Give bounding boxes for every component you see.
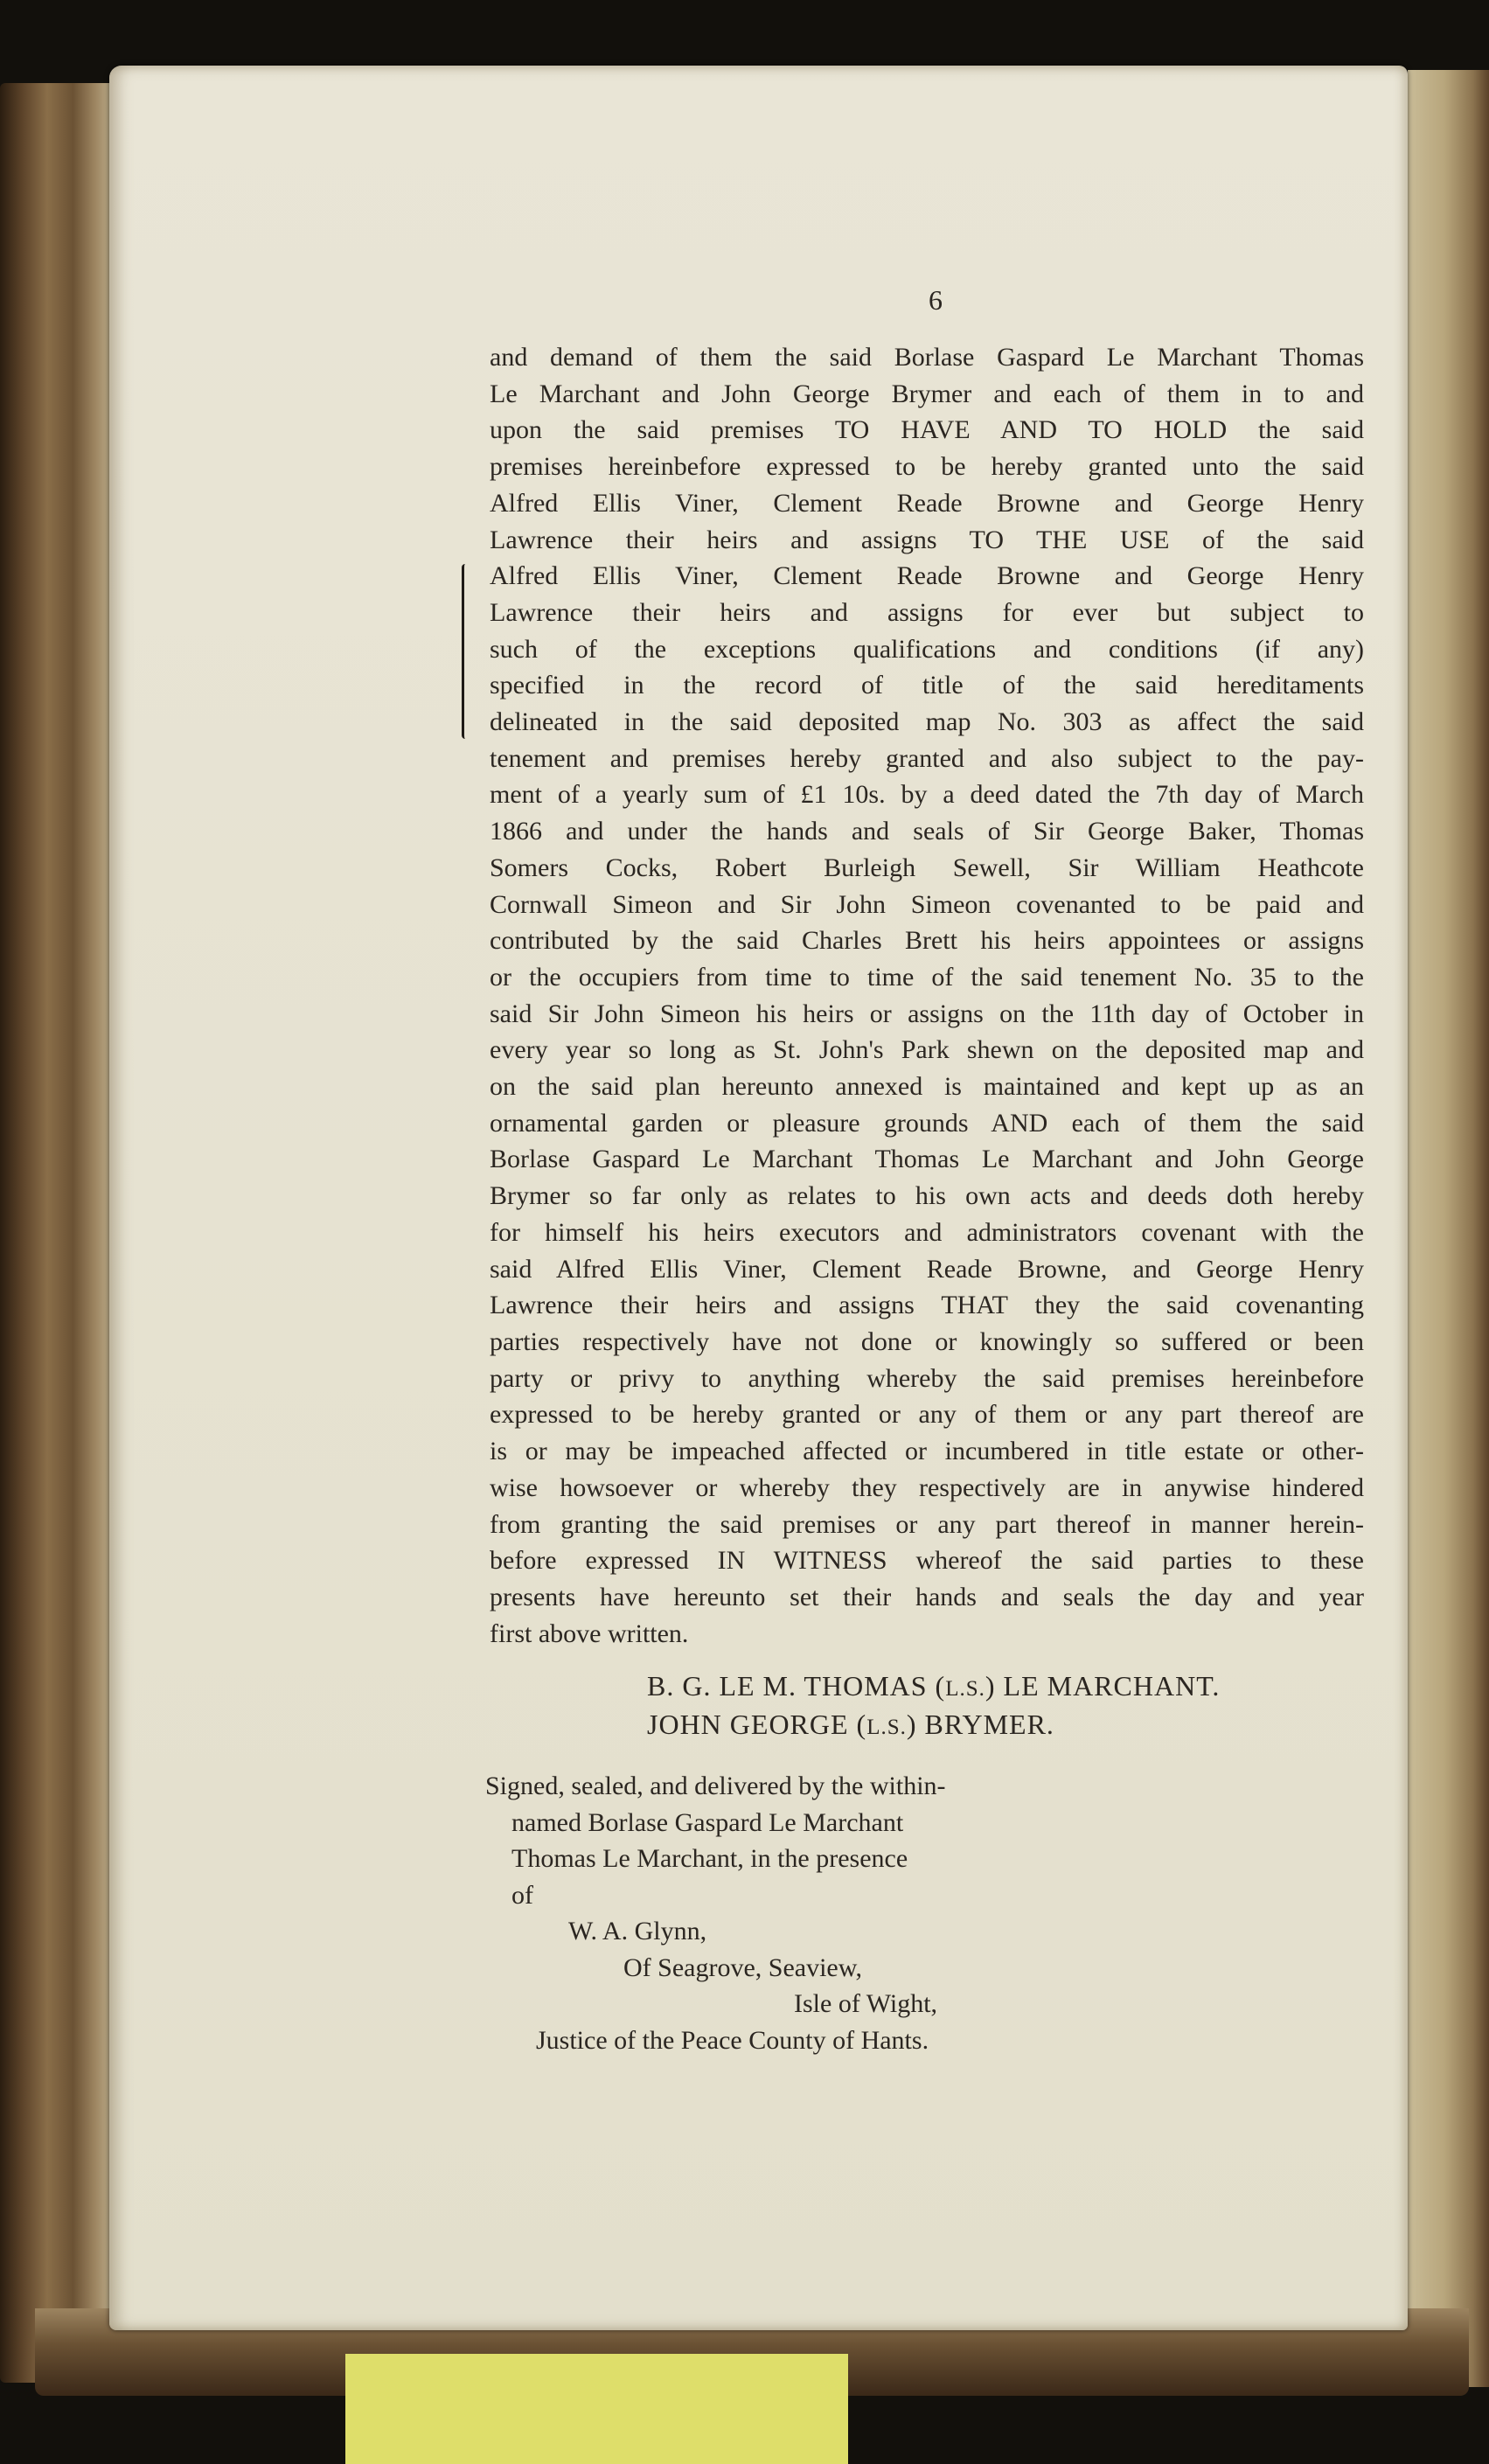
body-line: presents have hereunto set their hands and seals the day and year xyxy=(490,1582,1364,1611)
body-line: said Sir John Simeon his heirs or assigns on the 11th day of October in xyxy=(490,999,1364,1028)
body-line: ornamental garden or pleasure grounds AND each of them the said xyxy=(490,1108,1364,1138)
body-line: Lawrence their heirs and assigns for ever but subject to xyxy=(490,597,1364,627)
seal-mark: L.S. xyxy=(866,1716,907,1739)
body-line: Cornwall Simeon and Sir John Simeon covenanted to be paid and xyxy=(490,889,1364,919)
body-line: Lawrence their heirs and assigns THAT they the said covenanting xyxy=(490,1291,1364,1320)
body-line: wise howsoever or whereby they respectively are in anywise hindered xyxy=(490,1472,1364,1502)
body-line: party or privy to anything whereby the said premises hereinbefore xyxy=(490,1363,1364,1393)
sticky-note-tab xyxy=(345,2354,848,2464)
attestation-line: of xyxy=(511,1880,533,1910)
body-line: specified in the record of title of the said hereditaments xyxy=(490,671,1364,700)
body-line: is or may be impeached affected or incumbered in title estate or other- xyxy=(490,1437,1364,1466)
signature-line-2 xyxy=(647,1707,1390,1745)
book-left-edge xyxy=(0,83,118,2383)
body-line: such of the exceptions qualifications and conditions (if any) xyxy=(490,634,1364,664)
body-line: or the occupiers from time to time of the said tenement No. 35 to the xyxy=(490,962,1364,992)
margin-bracket xyxy=(462,564,470,739)
body-line: ment of a yearly sum of £1 10s. by a deed dated the 7th day of March xyxy=(490,780,1364,810)
attestation-line: Thomas Le Marchant, in the presence xyxy=(511,1844,908,1873)
body-line: before expressed IN WITNESS whereof the said parties to these xyxy=(490,1546,1364,1576)
signature-line-1 xyxy=(647,1668,1390,1707)
signature-2-name: JOHN GEORGE ( xyxy=(647,1709,867,1740)
body-line: Somers Cocks, Robert Burleigh Sewell, Sir William Heathcote xyxy=(490,853,1364,882)
signature-2-surname: ) BRYMER. xyxy=(906,1709,1054,1740)
body-line: Alfred Ellis Viner, Clement Reade Browne and George Henry xyxy=(490,561,1364,591)
attestation-line: Signed, sealed, and delivered by the within- xyxy=(485,1771,946,1800)
body-line: Le Marchant and John George Brymer and each of them in to and xyxy=(490,379,1364,408)
deed-body-text xyxy=(490,339,1364,1652)
body-line: upon the said premises TO HAVE AND TO HOLD the said xyxy=(490,415,1364,445)
body-line: Lawrence their heirs and assigns TO THE USE of the said xyxy=(490,525,1364,554)
witness-address: Of Seagrove, Seaview, xyxy=(623,1952,862,1982)
body-line: Brymer so far only as relates to his own acts and deeds doth hereby xyxy=(490,1181,1364,1211)
body-line: every year so long as St. John's Park shewn on the deposited map and xyxy=(490,1035,1364,1065)
body-line: said Alfred Ellis Viner, Clement Reade Browne, and George Henry xyxy=(490,1254,1364,1284)
signature-1-surname: ) LE MARCHANT. xyxy=(985,1670,1221,1702)
body-line: premises hereinbefore expressed to be hereby granted unto the said xyxy=(490,452,1364,482)
body-line: on the said plan hereunto annexed is maintained and kept up as an xyxy=(490,1072,1364,1102)
attestation-clause xyxy=(485,1768,1027,2058)
body-line: 1866 and under the hands and seals of Sir George Baker, Thomas xyxy=(490,817,1364,846)
body-line: first above written. xyxy=(490,1618,689,1648)
witness-title: Justice of the Peace County of Hants. xyxy=(536,2025,929,2055)
book-right-edge xyxy=(1408,70,1489,2387)
witness-address: Isle of Wight, xyxy=(794,1989,938,2018)
body-line: for himself his heirs executors and administrators covenant with the xyxy=(490,1217,1364,1247)
body-line: from granting the said premises or any part thereof in manner herein- xyxy=(490,1509,1364,1539)
body-line: contributed by the said Charles Brett his heirs appointees or assigns xyxy=(490,926,1364,956)
seal-mark: L.S. xyxy=(945,1677,985,1701)
body-line: expressed to be hereby granted or any of them or any part thereof are xyxy=(490,1400,1364,1430)
body-line: tenement and premises hereby granted and also subject to the pay- xyxy=(490,743,1364,773)
body-line: Borlase Gaspard Le Marchant Thomas Le Marchant and John George xyxy=(490,1145,1364,1174)
attestation-line: named Borlase Gaspard Le Marchant xyxy=(511,1807,904,1837)
body-line: and demand of them the said Borlase Gaspard Le Marchant Thomas xyxy=(490,343,1364,372)
signature-block xyxy=(647,1668,1390,1745)
body-line: delineated in the said deposited map No. 303 as affect the said xyxy=(490,707,1364,737)
body-line: parties respectively have not done or knowingly so suffered or been xyxy=(490,1326,1364,1356)
body-line: Alfred Ellis Viner, Clement Reade Browne and George Henry xyxy=(490,488,1364,518)
page-number: 6 xyxy=(929,284,943,316)
signature-1-name: B. G. LE M. THOMAS ( xyxy=(647,1670,946,1702)
witness-name: W. A. Glynn, xyxy=(568,1917,707,1945)
